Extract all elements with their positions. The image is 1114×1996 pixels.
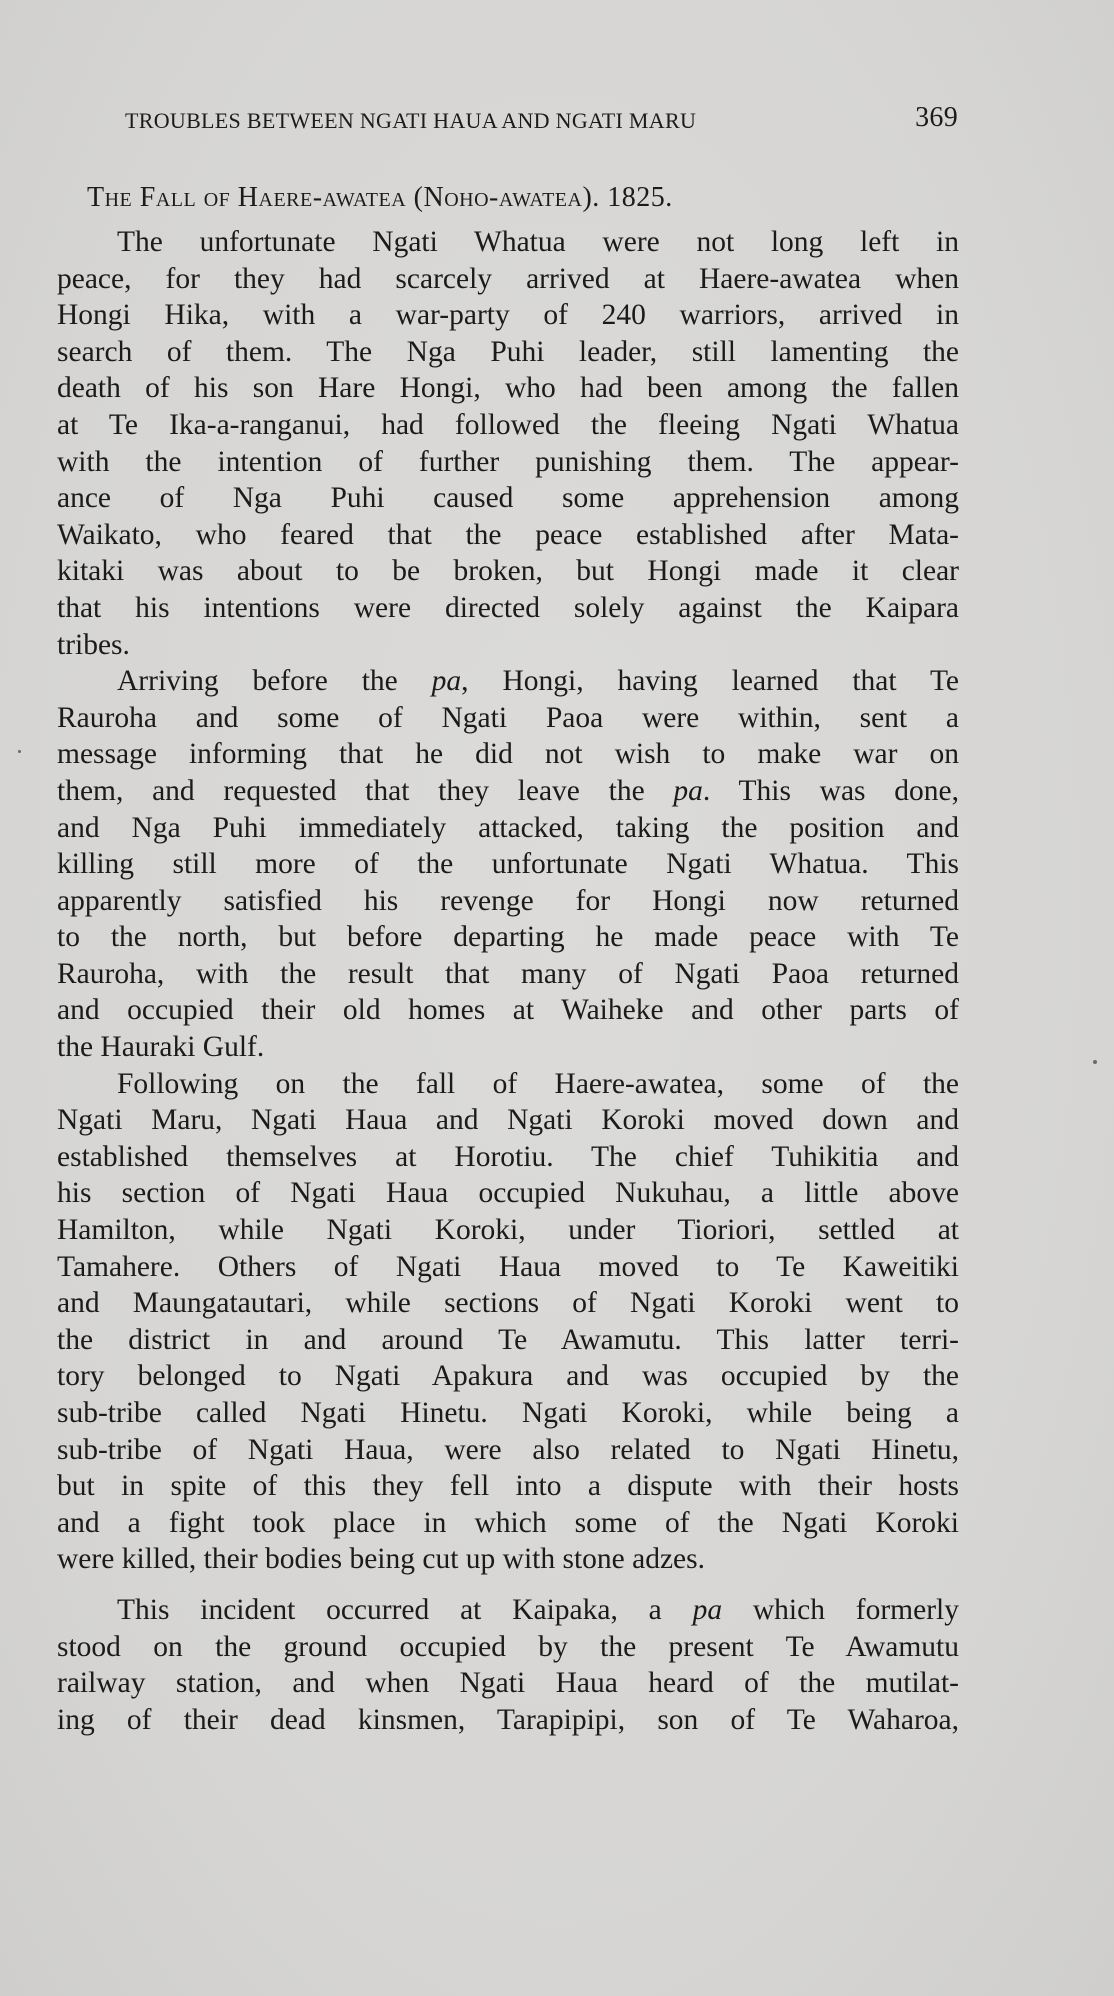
text-line: tory belonged to Ngati Apakura and was occupied by the	[57, 1360, 959, 1393]
text-line: tribes.	[57, 628, 130, 661]
text-line: were killed, their bodies being cut up with stone adzes.	[57, 1543, 706, 1576]
paragraph-2	[57, 663, 959, 1066]
text-line: peace, for they had scarcely arrived at Haere-awatea when	[57, 262, 959, 295]
text-line: his section of Ngati Haua occupied Nukuhau, a little above	[57, 1177, 959, 1210]
scan-speck	[18, 750, 21, 753]
running-head-title: TROUBLES BETWEEN NGATI HAUA AND NGATI MARU	[125, 108, 697, 133]
text-line: Rauroha, with the result that many of Ngati Paoa returned	[57, 957, 959, 990]
scan-speck	[1093, 1060, 1097, 1064]
text-line: killing still more of the unfortunate Ngati Whatua. This	[57, 848, 959, 881]
paragraph-1	[57, 224, 959, 663]
text-line: and a fight took place in which some of the Ngati Koroki	[57, 1506, 959, 1539]
text-line: that his intentions were directed solely against the Kaipara	[57, 591, 959, 624]
text-line: Tamahere. Others of Ngati Haua moved to Te Kaweitiki	[57, 1250, 959, 1283]
text-line: ance of Nga Puhi caused some apprehension among	[57, 482, 959, 515]
text-line: Hamilton, while Ngati Koroki, under Tioriori, settled at	[57, 1214, 959, 1247]
text-line: Hongi Hika, with a war-party of 240 warriors, arrived in	[57, 299, 959, 332]
text-line: and Maungatautari, while sections of Ngati Koroki went to	[57, 1287, 959, 1320]
text-line: kitaki was about to be broken, but Hongi made it clear	[57, 555, 959, 588]
text-line: railway station, and when Ngati Haua heard of the mutilat-	[57, 1667, 959, 1700]
text-line: established themselves at Horotiu. The chief Tuhikitia and	[57, 1140, 959, 1173]
text-line: Arriving before the pa, Hongi, having learned that Te	[117, 665, 960, 698]
text-line: sub-tribe called Ngati Hinetu. Ngati Koroki, while being a	[57, 1397, 959, 1429]
text-line: search of them. The Nga Puhi leader, still lamenting the	[57, 335, 959, 368]
text-line: Ngati Maru, Ngati Haua and Ngati Koroki moved down and	[57, 1104, 959, 1137]
text-line: and Nga Puhi immediately attacked, taking the position and	[57, 811, 959, 844]
text-line: but in spite of this they fell into a dispute with their hosts	[57, 1470, 959, 1503]
text-line: at Te Ika-a-ranganui, had followed the fleeing Ngati Whatua	[57, 408, 959, 441]
page-number: 369	[915, 102, 958, 133]
text-line: Rauroha and some of Ngati Paoa were within, sent a	[57, 701, 959, 734]
text-line: the Hauraki Gulf.	[57, 1031, 265, 1064]
text-line: death of his son Hare Hongi, who had been among the fallen	[57, 372, 959, 405]
text-line: with the intention of further punishing them. The appear-	[57, 445, 959, 478]
text-line: The unfortunate Ngati Whatua were not long left in	[117, 226, 959, 258]
text-line: sub-tribe of Ngati Haua, were also related to Ngati Hinetu,	[57, 1433, 959, 1466]
text-line: Following on the fall of Haere-awatea, some of the	[117, 1067, 959, 1100]
text-line: to the north, but before departing he made peace with Te	[57, 921, 959, 954]
text-line: and occupied their old homes at Waiheke and other parts of	[57, 994, 959, 1027]
section-heading: The Fall of Haere-awatea (Noho-awatea). 1825.	[87, 182, 673, 213]
text-line: them, and requested that they leave the pa. This was done,	[57, 774, 959, 807]
running-head	[125, 102, 958, 142]
text-line: the district in and around Te Awamutu. This latter terri-	[57, 1323, 959, 1356]
text-line: This incident occurred at Kaipaka, a pa which formerly	[117, 1593, 959, 1626]
paragraph-3	[57, 1066, 959, 1578]
paragraph-4	[57, 1592, 959, 1738]
body-text	[57, 180, 959, 1738]
text-line: apparently satisfied his revenge for Hongi now returned	[57, 884, 959, 917]
text-line: message informing that he did not wish to make war on	[57, 738, 959, 771]
text-line: Waikato, who feared that the peace established after Mata-	[57, 518, 959, 551]
text-line: stood on the ground occupied by the present Te Awamutu	[57, 1630, 959, 1663]
text-line: ing of their dead kinsmen, Tarapipipi, son of Te Waharoa,	[57, 1703, 959, 1736]
